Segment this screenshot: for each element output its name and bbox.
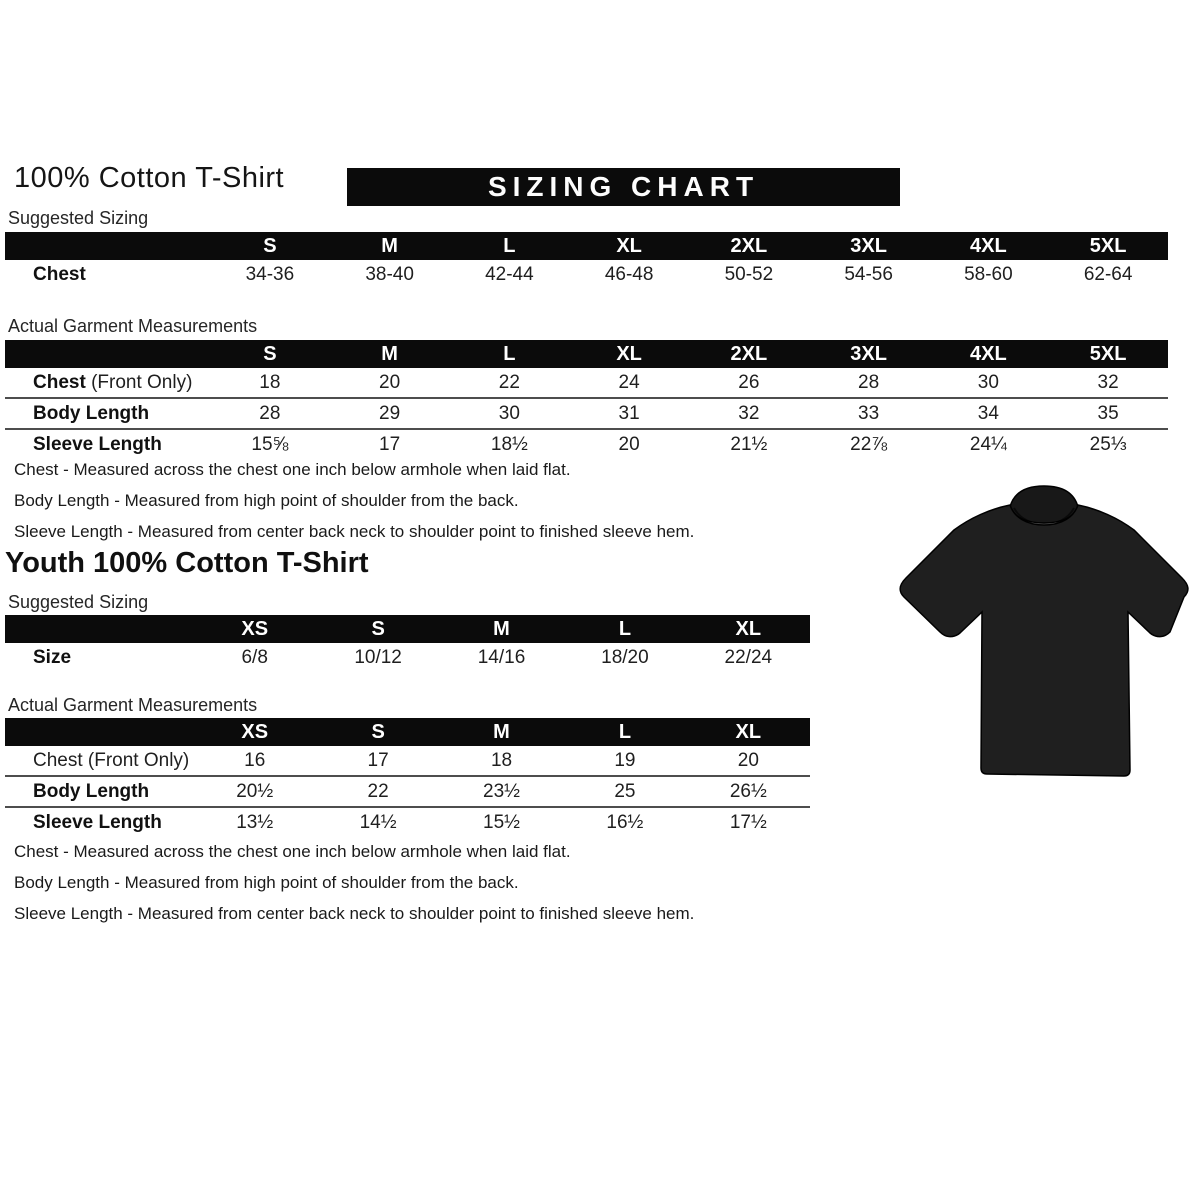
table-cell: 54-56 <box>844 263 893 285</box>
table-row <box>5 368 1168 397</box>
youth-suggested-sizing-table <box>5 615 810 672</box>
note-chest: Chest - Measured across the chest one inch below armhole when laid flat. <box>14 842 571 861</box>
tshirt-image <box>893 483 1195 813</box>
adult-suggested-sizing-table <box>5 232 1168 289</box>
row-label: Sleeve Length <box>33 433 162 455</box>
column-header-s: S <box>263 235 277 257</box>
column-header-l: L <box>503 235 516 257</box>
table-cell: 42-44 <box>485 263 534 285</box>
table-cell: 28 <box>858 371 880 393</box>
table-cell: 22/24 <box>724 646 773 668</box>
table-cell: 35 <box>1097 402 1119 424</box>
table-cell: 6/8 <box>241 646 268 668</box>
table-cell: 22 <box>498 371 520 393</box>
table-row <box>5 775 810 806</box>
table-cell: 22⅞ <box>850 433 888 455</box>
youth-measurement-notes <box>14 842 694 935</box>
adult-actual-measurements-table <box>5 340 1168 459</box>
column-header-5xl: 5XL <box>1089 343 1127 365</box>
table-cell: 26 <box>738 371 760 393</box>
column-header-m: M <box>381 235 398 257</box>
table-cell: 17 <box>367 749 389 771</box>
table-cell: 32 <box>1097 371 1119 393</box>
table-header-row <box>5 615 810 643</box>
note-sleeve-length: Sleeve Length - Measured from center back neck to shoulder point to finished sleeve hem. <box>14 904 695 923</box>
column-header-xs: XS <box>241 618 269 640</box>
table-row <box>5 746 810 775</box>
note-body-length: Body Length - Measured from high point of shoulder from the back. <box>14 491 519 510</box>
table-header-row <box>5 718 810 746</box>
column-header-l: L <box>503 343 516 365</box>
row-label: Body Length <box>33 402 150 424</box>
column-header-m: M <box>493 721 510 743</box>
table-cell: 18 <box>259 371 281 393</box>
table-cell: 58-60 <box>964 263 1013 285</box>
black-tshirt-icon <box>893 483 1195 813</box>
table-cell: 20 <box>737 749 759 771</box>
table-cell: 14/16 <box>477 646 526 668</box>
table-cell: 10/12 <box>354 646 402 668</box>
table-cell: 26½ <box>729 780 767 802</box>
table-cell: 17 <box>379 433 401 455</box>
column-header-s: S <box>371 618 385 640</box>
row-label: Chest (Front Only) <box>33 371 193 393</box>
row-label: Size <box>33 646 72 668</box>
table-cell: 23½ <box>483 780 520 802</box>
note-sleeve-length: Sleeve Length - Measured from center back neck to shoulder point to finished sleeve hem. <box>14 522 695 541</box>
column-header-3xl: 3XL <box>850 343 887 365</box>
column-header-l: L <box>618 618 632 640</box>
table-cell: 46-48 <box>604 263 654 285</box>
table-cell: 29 <box>379 402 401 424</box>
table-cell: 13½ <box>236 811 274 833</box>
column-header-4xl: 4XL <box>970 343 1007 365</box>
table-cell: 33 <box>858 402 880 424</box>
table-row <box>5 428 1168 459</box>
row-label: Chest (Front Only) <box>33 749 190 771</box>
table-cell: 21½ <box>730 433 768 455</box>
column-header-2xl: 2XL <box>730 343 768 365</box>
adult-actual-measurements-label: Actual Garment Measurements <box>8 316 258 336</box>
column-header-xl: XL <box>616 235 642 257</box>
note-body-length: Body Length - Measured from high point of shoulder from the back. <box>14 873 519 892</box>
column-header-2xl: 2XL <box>730 235 768 257</box>
column-header-xl: XL <box>735 721 762 743</box>
table-cell: 20 <box>618 433 640 455</box>
table-cell: 50-52 <box>724 263 774 285</box>
table-cell: 16½ <box>606 811 644 833</box>
column-header-5xl: 5XL <box>1089 235 1127 257</box>
table-row <box>5 397 1168 428</box>
row-label: Body Length <box>33 780 150 802</box>
column-header-s: S <box>371 721 385 743</box>
adult-suggested-sizing-label: Suggested Sizing <box>8 208 149 228</box>
youth-actual-measurements-label: Actual Garment Measurements <box>8 695 258 715</box>
table-cell: 25⅓ <box>1089 433 1127 455</box>
column-header-xl: XL <box>616 343 642 365</box>
table-cell: 24¼ <box>969 433 1007 455</box>
table-cell: 22 <box>367 780 389 802</box>
table-cell: 15½ <box>483 811 520 833</box>
table-cell: 31 <box>618 402 640 424</box>
adult-section-title: 100% Cotton T-Shirt <box>14 162 285 194</box>
table-cell: 34 <box>977 402 999 424</box>
column-header-3xl: 3XL <box>850 235 887 257</box>
table-cell: 32 <box>738 402 760 424</box>
column-header-l: L <box>618 721 632 743</box>
table-cell: 28 <box>259 402 281 424</box>
table-header-row <box>5 340 1168 368</box>
table-row <box>5 643 810 672</box>
table-cell: 38-40 <box>365 263 414 285</box>
youth-section-title: Youth 100% Cotton T-Shirt <box>5 547 369 579</box>
adult-measurement-notes <box>14 460 694 553</box>
table-cell: 14½ <box>359 811 397 833</box>
table-cell: 19 <box>614 749 636 771</box>
sizing-chart-banner <box>347 168 900 206</box>
column-header-m: M <box>493 618 510 640</box>
table-cell: 17½ <box>729 811 767 833</box>
table-cell: 62-64 <box>1083 263 1133 285</box>
table-header-row <box>5 232 1168 260</box>
table-cell: 18/20 <box>601 646 649 668</box>
column-header-4xl: 4XL <box>970 235 1007 257</box>
table-cell: 20 <box>379 371 401 393</box>
note-chest: Chest - Measured across the chest one inch below armhole when laid flat. <box>14 460 571 479</box>
youth-suggested-sizing-label: Suggested Sizing <box>8 592 149 612</box>
column-header-xs: XS <box>241 721 269 743</box>
table-cell: 30 <box>977 371 999 393</box>
column-header-s: S <box>263 343 277 365</box>
table-cell: 15⅝ <box>251 433 289 455</box>
table-row <box>5 260 1168 289</box>
youth-actual-measurements-table <box>5 718 810 837</box>
table-cell: 20½ <box>236 780 274 802</box>
table-cell: 18½ <box>490 433 528 455</box>
table-cell: 30 <box>498 402 520 424</box>
table-cell: 18 <box>490 749 513 771</box>
table-cell: 25 <box>614 780 636 802</box>
column-header-m: M <box>381 343 398 365</box>
table-cell: 16 <box>244 749 266 771</box>
table-cell: 34-36 <box>245 263 295 285</box>
table-row <box>5 806 810 837</box>
row-label: Chest <box>33 263 86 285</box>
column-header-xl: XL <box>735 618 762 640</box>
table-cell: 24 <box>618 371 640 393</box>
row-label: Sleeve Length <box>33 811 162 833</box>
banner-title: SIZING CHART <box>487 171 760 202</box>
